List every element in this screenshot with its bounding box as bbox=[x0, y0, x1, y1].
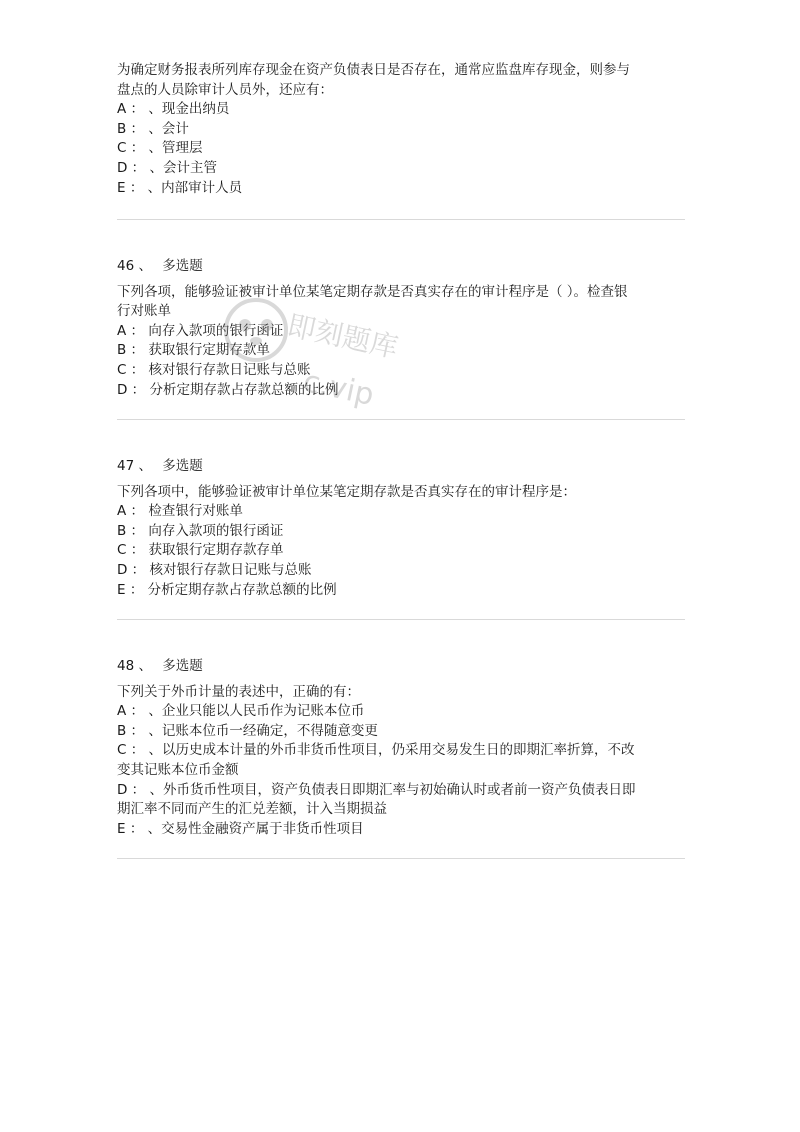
question-48 bbox=[117, 657, 685, 839]
option-a: A ： 、现金出纳员 bbox=[117, 101, 230, 118]
option-b: B ： 获取银行定期存款单 bbox=[117, 342, 270, 359]
option-c: C ： 核对银行存款日记账与总账 bbox=[117, 361, 311, 378]
question-46 bbox=[117, 257, 685, 400]
watermark-text: 即刻题库 bbox=[284, 308, 401, 365]
watermark-url: c.vip bbox=[300, 363, 378, 414]
question-type: 多选题 bbox=[162, 458, 203, 474]
option-b: B ： 、记账本位币一经确定，不得随意变更 bbox=[117, 722, 378, 739]
option-c-continued: 变其记账本位币金额 bbox=[117, 761, 239, 778]
question-stem-line: 行对账单 bbox=[117, 303, 171, 320]
question-stem-line: 为确定财务报表所列库存现金在资产负债表日是否存在，通常应监盘库存现金，则参与 bbox=[117, 62, 630, 78]
question-type: 多选题 bbox=[162, 658, 203, 674]
option-e: E ： 分析定期存款占存款总额的比例 bbox=[117, 581, 337, 598]
option-c: C ： 、以历史成本计量的外币非货币性项目，仍采用交易发生日的即期汇率折算，不改 bbox=[117, 742, 635, 759]
option-c: C ： 、管理层 bbox=[117, 140, 203, 157]
option-a: A ： 、企业只能以人民币作为记账本位币 bbox=[117, 703, 365, 720]
option-d: D ： 核对银行存款日记账与总账 bbox=[117, 561, 312, 578]
question-stem-line: 下列关于外币计量的表述中，正确的有： bbox=[117, 683, 360, 700]
question-47 bbox=[117, 457, 685, 600]
question-header bbox=[117, 657, 685, 677]
question-number: 46 、 bbox=[117, 258, 152, 274]
option-b: B ： 向存入款项的银行函证 bbox=[117, 522, 284, 539]
question-stem-line: 盘点的人员除审计人员外，还应有： bbox=[117, 81, 333, 98]
option-a: A ： 向存入款项的银行函证 bbox=[117, 322, 284, 339]
option-b: B ： 、会计 bbox=[117, 120, 189, 137]
question-45 bbox=[117, 61, 685, 198]
option-d-continued: 期汇率不同而产生的汇兑差额，计入当期损益 bbox=[117, 801, 387, 818]
option-e: E ： 、交易性金融资产属于非货币性项目 bbox=[117, 820, 364, 837]
option-d: D ： 分析定期存款占存款总额的比例 bbox=[117, 381, 339, 398]
question-number: 47 、 bbox=[117, 458, 152, 474]
question-stem-line: 下列各项中，能够验证被审计单位某笔定期存款是否真实存在的审计程序是： bbox=[117, 483, 576, 500]
option-d: D ： 、外币货币性项目，资产负债表日即期汇率与初始确认时或者前一资产负债表日即 bbox=[117, 781, 636, 798]
divider bbox=[117, 219, 685, 220]
question-number: 48 、 bbox=[117, 658, 152, 674]
question-header bbox=[117, 257, 685, 277]
divider bbox=[117, 619, 685, 620]
divider bbox=[117, 858, 685, 859]
question-type: 多选题 bbox=[162, 258, 203, 274]
option-c: C ： 获取银行定期存款存单 bbox=[117, 542, 284, 559]
option-e: E ： 、内部审计人员 bbox=[117, 179, 243, 196]
divider bbox=[117, 419, 685, 420]
option-a: A ： 检查银行对账单 bbox=[117, 503, 243, 520]
question-stem-line: 下列各项，能够验证被审计单位某笔定期存款是否真实存在的审计程序是（ ）。检查银 bbox=[117, 283, 628, 300]
option-d: D ： 、会计主管 bbox=[117, 159, 217, 176]
question-header bbox=[117, 457, 685, 477]
